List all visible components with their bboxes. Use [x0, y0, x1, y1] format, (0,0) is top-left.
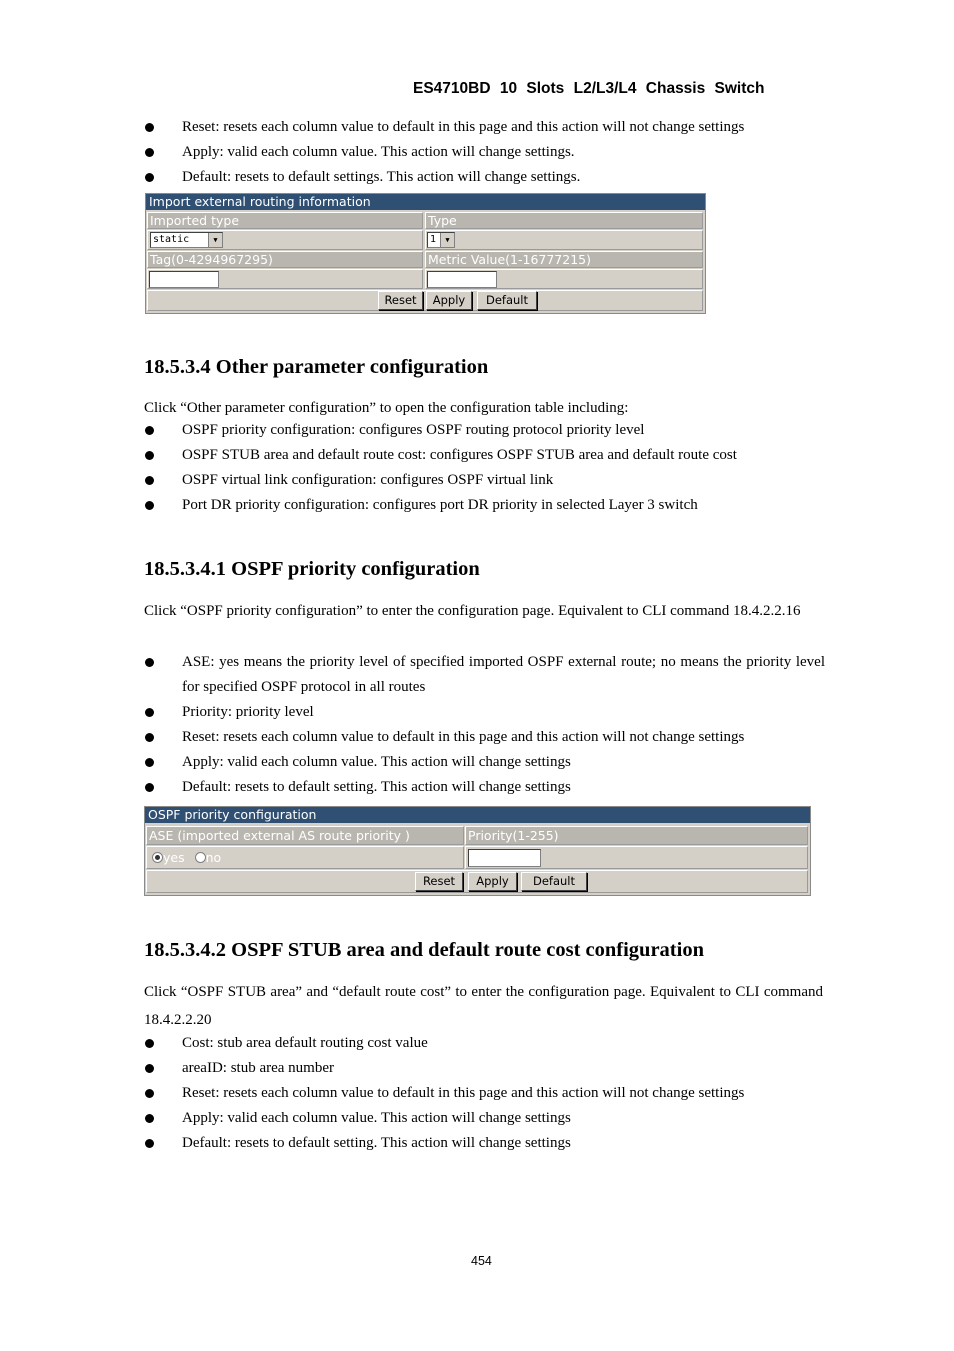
section-heading-other-parameter: 18.5.3.4 Other parameter configuration: [144, 356, 489, 378]
reset-button[interactable]: Reset: [378, 291, 423, 310]
imported-type-label: Imported type: [147, 212, 423, 229]
type-value: 1: [430, 234, 437, 245]
list-item: Priority: priority level: [145, 700, 825, 725]
priority-cell: [465, 846, 808, 869]
ospf-priority-panel: [144, 806, 811, 896]
panel-title: Import external routing information: [146, 194, 705, 210]
other-parameter-bullet-list: [145, 418, 825, 518]
list-item: Apply: valid each column value. This action will change settings.: [145, 140, 825, 165]
list-item: Default: resets to default setting. This action will change settings: [145, 1131, 825, 1156]
chevron-down-icon: ▼: [208, 233, 222, 247]
list-item: Apply: valid each column value. This action will change settings: [145, 1106, 825, 1131]
ospf-stub-intro: Click “OSPF STUB area” and “default route cost” to enter the configuration page. Equivalent to CLI command 18.4.2.2.20: [144, 984, 823, 1028]
list-item: OSPF virtual link configuration: configures OSPF virtual link: [145, 468, 825, 493]
type-cell: [425, 230, 703, 250]
type-label: Type: [425, 212, 703, 229]
tag-input[interactable]: [149, 271, 219, 288]
document-header: ES4710BD 10 Slots L2/L3/L4 Chassis Switch: [413, 80, 765, 97]
ase-yes-radio[interactable]: [152, 852, 163, 863]
button-row: [146, 870, 808, 893]
default-button[interactable]: Default: [521, 872, 587, 891]
ospf-stub-bullet-list: [145, 1031, 825, 1156]
type-select[interactable]: [427, 232, 455, 248]
priority-label: Priority(1-255): [465, 826, 808, 845]
ase-no-label: no: [205, 850, 222, 865]
list-item: ASE: yes means the priority level of specified imported OSPF external route; no means the priority level for specified OSPF protocol in all routes: [145, 650, 825, 700]
import-external-routing-panel: [145, 193, 706, 314]
list-item: OSPF STUB area and default route cost: configures OSPF STUB area and default route cost: [145, 443, 825, 468]
section-heading-ospf-priority: 18.5.3.4.1 OSPF priority configuration: [144, 558, 480, 580]
tag-cell: [147, 269, 423, 289]
ase-yes-label: yes: [163, 850, 185, 865]
ospf-priority-intro: Click “OSPF priority configuration” to enter the configuration page. Equivalent to CLI command 18.4.2.2.16: [144, 603, 801, 619]
imported-type-cell: [147, 230, 423, 250]
list-item: Port DR priority configuration: configures port DR priority in selected Layer 3 switch: [145, 493, 825, 518]
list-item: Default: resets to default setting. This action will change settings: [145, 775, 825, 800]
list-item: Reset: resets each column value to default in this page and this action will not change settings: [145, 115, 825, 140]
list-item: Reset: resets each column value to default in this page and this action will not change settings: [145, 725, 825, 750]
ase-label: ASE (imported external AS route priority ): [146, 826, 464, 845]
other-parameter-intro: Click “Other parameter configuration” to open the configuration table including:: [144, 400, 629, 416]
chevron-down-icon: ▼: [440, 233, 454, 247]
list-item: Default: resets to default settings. This action will change settings.: [145, 165, 825, 190]
tag-label: Tag(0-4294967295): [147, 251, 423, 268]
ase-no-radio[interactable]: [195, 852, 206, 863]
default-button[interactable]: Default: [477, 291, 537, 310]
button-row: [147, 290, 703, 311]
metric-label: Metric Value(1-16777215): [425, 251, 703, 268]
list-item: Apply: valid each column value. This action will change settings: [145, 750, 825, 775]
page-number: 454: [471, 1254, 492, 1268]
apply-button[interactable]: Apply: [426, 291, 472, 310]
panel-title: OSPF priority configuration: [145, 807, 810, 823]
list-item: Reset: resets each column value to default in this page and this action will not change settings: [145, 1081, 825, 1106]
list-item: OSPF priority configuration: configures OSPF routing protocol priority level: [145, 418, 825, 443]
ospf-priority-bullet-list: [145, 650, 825, 800]
apply-button[interactable]: Apply: [468, 872, 517, 891]
imported-type-select[interactable]: [150, 232, 223, 248]
list-item: Cost: stub area default routing cost value: [145, 1031, 825, 1056]
imported-type-value: static: [153, 234, 190, 245]
metric-cell: [425, 269, 703, 289]
metric-input[interactable]: [427, 271, 497, 288]
priority-input[interactable]: [468, 849, 541, 867]
reset-button[interactable]: Reset: [415, 872, 463, 891]
ase-cell: [146, 846, 464, 869]
section-heading-ospf-stub: 18.5.3.4.2 OSPF STUB area and default route cost configuration: [144, 939, 704, 961]
list-item: areaID: stub area number: [145, 1056, 825, 1081]
top-bullet-list: [145, 115, 825, 190]
